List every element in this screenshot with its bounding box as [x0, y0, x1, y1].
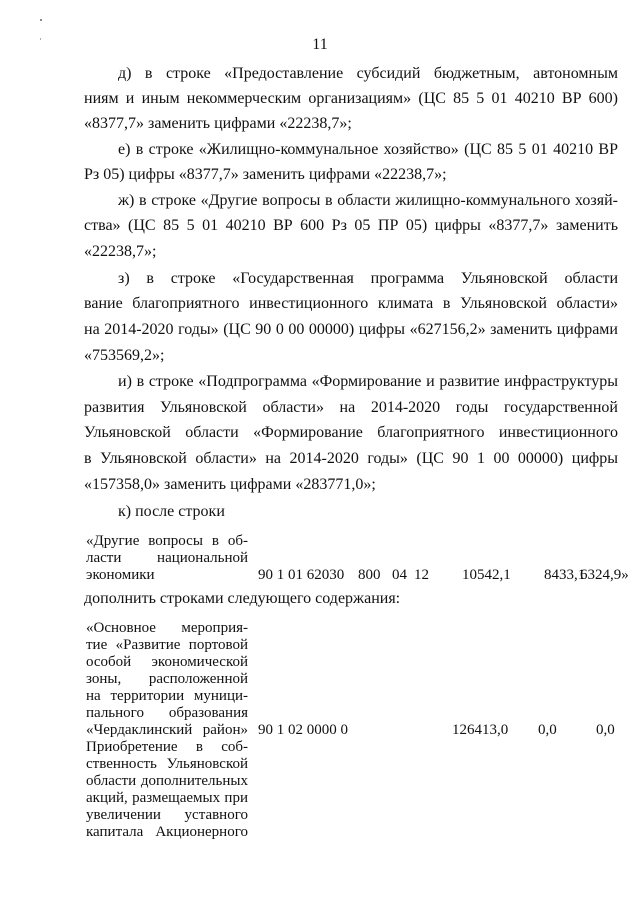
row-name-line: ласти национальной — [86, 550, 248, 566]
page-number: 11 — [312, 36, 328, 53]
row-name-line: на территории муници- — [86, 688, 248, 704]
supplement-text: дополнить строками следующего содержания: — [84, 590, 401, 607]
row-name-line: экономики — [86, 567, 155, 583]
paragraph-line: «753569,2»; — [84, 347, 165, 364]
paragraph-line: е) в строке «Жилищно-коммунальное хозяйство» (ЦС 85 5 01 40210 ВР — [118, 141, 618, 158]
row-vr: 800 — [358, 567, 381, 583]
row-pr: 12 — [414, 567, 429, 583]
row-value-3: 0,0 — [596, 722, 615, 738]
row-value-1: 10542,1 — [462, 567, 511, 583]
row-name-line: капитала Акционерного — [86, 824, 248, 840]
paragraph-line: развития Ульяновской области» на 2014-2020 годы государственной — [84, 399, 618, 416]
row-name-line: «Чердаклинский район» — [86, 722, 248, 738]
row-name-line: тие «Развитие портовой — [86, 637, 248, 653]
paragraph-line: ниям и иным некоммерческим организациям» (ЦС 85 5 01 40210 ВР 600) — [84, 90, 618, 107]
paragraph-line: на 2014-2020 годы» (ЦС 90 0 00 00000) цифры «627156,2» заменить цифрами — [84, 321, 618, 338]
row-value-2: 0,0 — [538, 722, 557, 738]
paragraph-line: ж) в строке «Другие вопросы в области жилищно-коммунального хозяй- — [118, 192, 618, 209]
paragraph-line: Рз 05) цифры «8377,7» заменить цифрами «22238,7»; — [84, 166, 447, 183]
row-value-3: 6324,9» — [580, 567, 629, 583]
row-value-1: 126413,0 — [452, 722, 509, 738]
row-name-line: «Основное мероприя- — [86, 620, 248, 636]
row-value-2: 8433,1 — [544, 567, 586, 583]
paragraph-line: «22238,7»; — [84, 243, 157, 260]
paragraph-line: Ульяновской области «Формирование благоприятного инвестиционного — [84, 424, 618, 441]
row-name-line: увеличении уставного — [86, 807, 248, 823]
row-name-line: пального образования — [86, 705, 248, 721]
row-code: 90 1 01 62030 — [258, 567, 345, 583]
paragraph-line: и) в строке «Подпрограмма «Формирование и развитие инфраструктуры — [118, 373, 618, 390]
row-name-line: акций, размещаемых при — [86, 790, 248, 806]
row-name-line: зоны, расположенной — [86, 671, 248, 687]
row-name-line: особой экономической — [86, 654, 248, 670]
scan-dot — [40, 19, 42, 21]
row-name-line: Приобретение в соб- — [86, 739, 248, 755]
paragraph-line: «8377,7» заменить цифрами «22238,7»; — [84, 115, 352, 132]
paragraph-line: вание благоприятного инвестиционного климата в Ульяновской области» — [84, 295, 618, 312]
paragraph-line: в Ульяновской области» на 2014-2020 годы» (ЦС 90 1 00 00000) цифры — [84, 450, 618, 467]
row-rz: 04 — [392, 567, 407, 583]
paragraph-line: к) после строки — [118, 503, 225, 520]
paragraph-line: д) в строке «Предоставление субсидий бюджетным, автономным — [118, 65, 618, 82]
row-name-line: ственность Ульяновской — [86, 756, 248, 772]
paragraph-line: «157358,0» заменить цифрами «283771,0»; — [84, 476, 376, 493]
row-name-line: «Другие вопросы в об- — [86, 533, 248, 549]
paragraph-line: з) в строке «Государственная программа Ульяновской области — [118, 270, 618, 287]
row-name-line: области дополнительных — [86, 773, 248, 789]
paragraph-line: ства» (ЦС 85 5 01 40210 ВР 600 Рз 05 ПР 05) цифры «8377,7» заменить — [84, 217, 618, 234]
row-code: 90 1 02 0000 0 — [258, 722, 348, 738]
